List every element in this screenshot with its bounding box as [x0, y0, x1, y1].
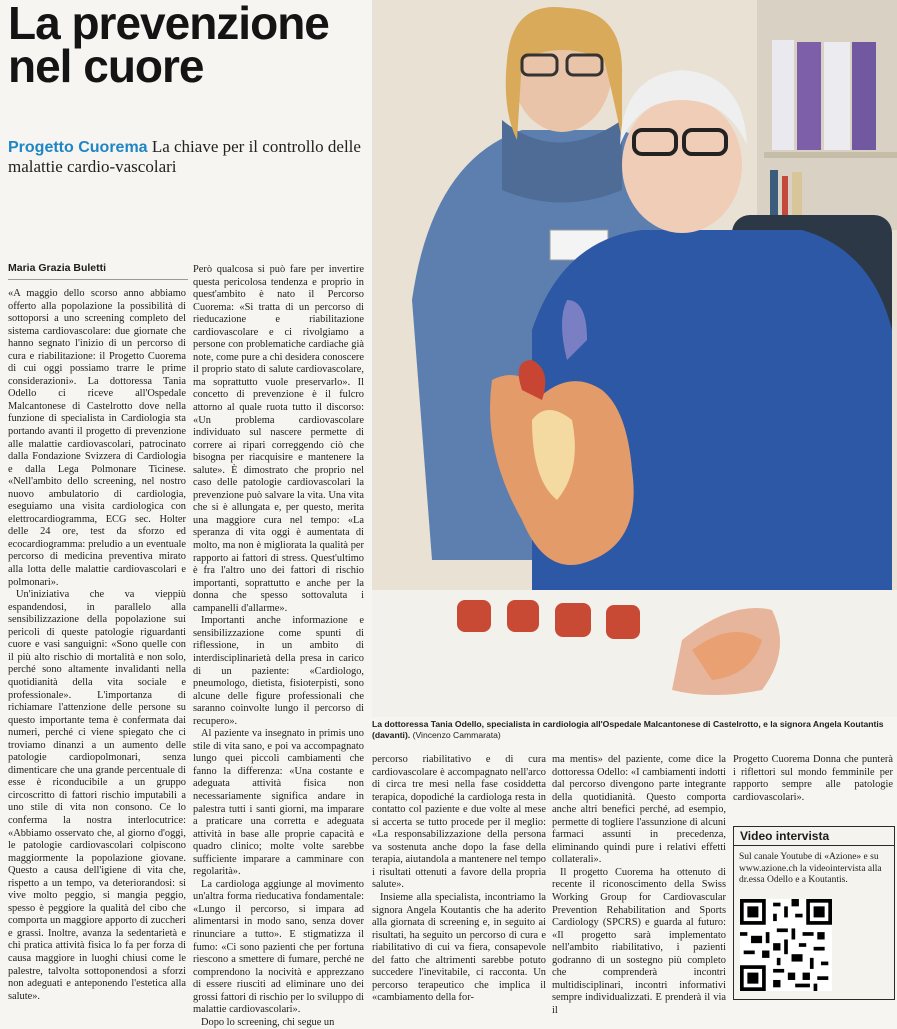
video-box-title: Video intervista: [734, 827, 894, 846]
deck-text: La chiave per il controllo delle malattie cardio-vascolari: [8, 137, 361, 176]
caption-credit: (Vincenzo Cammarata): [412, 730, 501, 740]
paragraph: Il progetto Cuorema ha ottenuto di recente il riconoscimento della Swiss Working Group for Cardiovascular Prevention Rehabilitation and Sports Cardiology (SPCRS) e guarda al futuro: «Il progetto sarà implementato nell'ambito riabilitativo, i pazienti godranno di un sostegno più completo che comprenderà incontri multidisciplinari, incontri informativi sempre individualizzati. E prenderà il via il: [552, 866, 726, 1016]
article-column-2: [193, 264, 364, 1028]
paragraph: Insieme alla specialista, incontriamo la signora Angela Koutantis che ha aderito alla giornata di screening e, in seguito ai risultati, ha seguito un percorso di cura e riabilitativo di cui va fiera, consapevole del fatto che altrimenti sarebbe potuto succedere l'inevitabile, ci racconta. Un percorso terapeutico che implica il «cambiamento della for-: [372, 892, 546, 1004]
article-column-3: [372, 754, 546, 1016]
paragraph: ma mentis» del paziente, come dice la dottoressa Odello: «I cambiamenti indotti dal percorso divengono parte integrante della quotidianità. Questo comporta anche altri benefici perché, ad esempio, permette di togliere l'assunzione di alcuni farmaci assunti in precedenza, eliminando quindi pure i relativi effetti collaterali».: [552, 754, 726, 866]
deck: [8, 137, 368, 176]
byline: Maria Grazia Buletti: [8, 262, 188, 280]
paragraph: La cardiologa aggiunge al movimento un'altra forma rieducativa fondamentale: «Lungo il percorso, si impara ad alimentarsi in modo sano, senza dover rinunciare a tutto». E stigmatizza il fumo: «Ci sono pazienti che per fortuna riescono a smettere di fumare, perché ne comprendono la nocività e apprezzano di essere riusciti ad eliminare uno dei grossi fattori di rischio per lo sviluppo di malattie cardiovascolari».: [193, 878, 364, 1016]
paragraph: Però qualcosa si può fare per invertire questa pericolosa tendenza e proprio in quest'ambito è nato il Percorso Cuorema: «Si tratta di un percorso di rieducazione e riabilitazione cardiovascolare e ci rivolgiamo a persone con problematiche cardiache già note, come pure a chi desidera conoscere il proprio stato di salute cardiovascolare, ma soprattutto vuole preservarlo». Il concetto di prevenzione è il fulcro attorno al quale ruota tutto il discorso: «Un problema cardiovascolare individuato sul nascere permette di correre ai ripari correggendo ciò che bisogna per riacquisire e mantenere la salute». È dimostrato che proprio nel caso delle patologie cardiovascolari la prevenzione può salvare la vita. Una vita che si è allungata e, per questo, merita una maggiore cura nel tempo: «La speranza di vita oggi è aumentata di molto, ma non è migliorata la qualità per rapporto ai fattori di stress. Quest'ultimo è fra l'altro uno dei fattori di rischio importanti, soprattutto e anche per la donna che spesso sottovaluta i campanelli d'allarme».: [193, 264, 364, 614]
paragraph: Un'iniziativa che va vieppiù espandendosi, in parallelo alla sensibilizzazione della popolazione sui pericoli di queste patologie riguardanti cuore e vasi sanguigni: «Sono quelle con il più alto rischio di mortalità e non solo, perché sono altamente invalidanti nella quotidianità della vita sociale e professionale». L'importanza di richiamare l'attenzione delle persone su questo importante tema è confermata dai numeri, perché ci viene spiegato che ci troviamo dinanzi a un aumento delle patologie cardiopolmonari, senza dimenticare che una grande percentuale di esse è riconducibile a un gruppo circoscritto di fattori rischio imputabili a uno stile di vita non consono. Ce lo conferma la nostra interlocutrice: «Abbiamo osservato che, al giorno d'oggi, le patologie cardiovascolari colpiscono maggiormente la popolazione giovane. Questo a causa dell'igiene di vita che, rispetto a un tempo, va deteriorandosi: si vive molto peggio, si mangia peggio, spesso è peggiore la qualità del cibo che comporta un maggiore apporto di zuccheri e grassi. Inoltre, avanza la sedentarietà e chi pratica attività fisica lo fa per forza di causa maggiore in luoghi chiusi come le palestre, talvolta sottoponendosi a sforzi non adeguati e anteponendo l'estetica alla salute».: [8, 589, 186, 1002]
article-column-4: [552, 754, 726, 1016]
photo-illustration: [372, 0, 897, 717]
article-photo: [372, 0, 897, 717]
kicker: Progetto Cuorema: [8, 139, 148, 156]
paragraph: Progetto Cuorema Donna che punterà i riflettori sul mondo femminile per rapporto sempre alle patologie cardiovascolari».: [733, 754, 893, 803]
article-column-1: [8, 288, 186, 1008]
qr-code-icon[interactable]: [740, 899, 832, 991]
video-interview-box: [733, 826, 895, 1000]
headline: La prevenzione nel cuore: [8, 0, 329, 92]
caption-lead: La dottoressa Tania Odello, specialista in cardiologia all'Ospedale Malcantonese di Castelrotto, e la signora Angela Koutantis (davanti).: [372, 719, 884, 740]
photo-caption: [372, 719, 895, 741]
paragraph: percorso riabilitativo e di cura cardiovascolare è accompagnato nell'arco di circa tre mesi nella fase cosiddetta terapica, dopodiché la cardiologa resta in contatto col paziente e due volte al mese si accerta se tutto procede per il meglio: «La responsabilizzazione della persona va sostenuta anche dopo la fase della terapia, aiutandola a mantenere nel tempo i risultati ottenuti a favore della propria salute».: [372, 754, 546, 891]
paragraph: Al paziente va insegnato in primis uno stile di vita sano, e poi va accompagnato lungo quei piccoli cambiamenti che fanno la differenza: «Una costante e adeguata attività fisica non necessariamente significa andare in palestra tutti i santi giorni, ma imparare a praticare una corretta e adeguata attività in base alle proprie capacità e quadro clinico; molte volte sarebbe sufficiente imparare a camminare con regolarità».: [193, 728, 364, 878]
video-box-text: Sul canale Youtube di «Azione» e su www.azione.ch la videointervista alla dr.essa Odello e a Koutantis.: [739, 852, 882, 885]
paragraph: «A maggio dello scorso anno abbiamo offerto alla popolazione la possibilità di sottoporsi a uno screening completo del sistema cardiovascolare: due giornate che hanno segnato l'inizio di un percorso di cura e riabilitazione: il Progetto Cuorema di cui oggi possiamo trarre le prime considerazioni». La dottoressa Tania Odello ci riceve all'Ospedale Malcantonese di Castelrotto dove nella funzione di specialista in Cardiologia sta portando avanti il progetto di prevenzione alle malattie cardiovascolari, patrocinato dalla Fondazione Svizzera di Cardiologia e dalla Lega Polmonare Ticinese. «Nell'ambito dello screening, nel nostro nuovo ambulatorio di cardiologia, eseguiamo una visita cardiologica con elettrocardiogramma, ECG sec. Holter delle 24 ore, test da sforzo ed ecocardiogramma: preludio a un eventuale percorso di medicina preventiva mirato alla lotta delle malattie cardiovascolari e polmonari».: [8, 288, 186, 588]
paragraph: Dopo lo screening, chi segue un: [201, 1016, 335, 1028]
article-column-5: [733, 754, 893, 826]
paragraph: Importanti anche informazione e sensibilizzazione come spunti di riflessione, in un ambito di interdisciplinarietà della presa in carico di un paziente: «Cardiologo, pneumologo, dietista, fisioterpisti, sono alcune delle figure professionali che saranno coinvolte lungo il percorso di recupero».: [193, 615, 364, 727]
